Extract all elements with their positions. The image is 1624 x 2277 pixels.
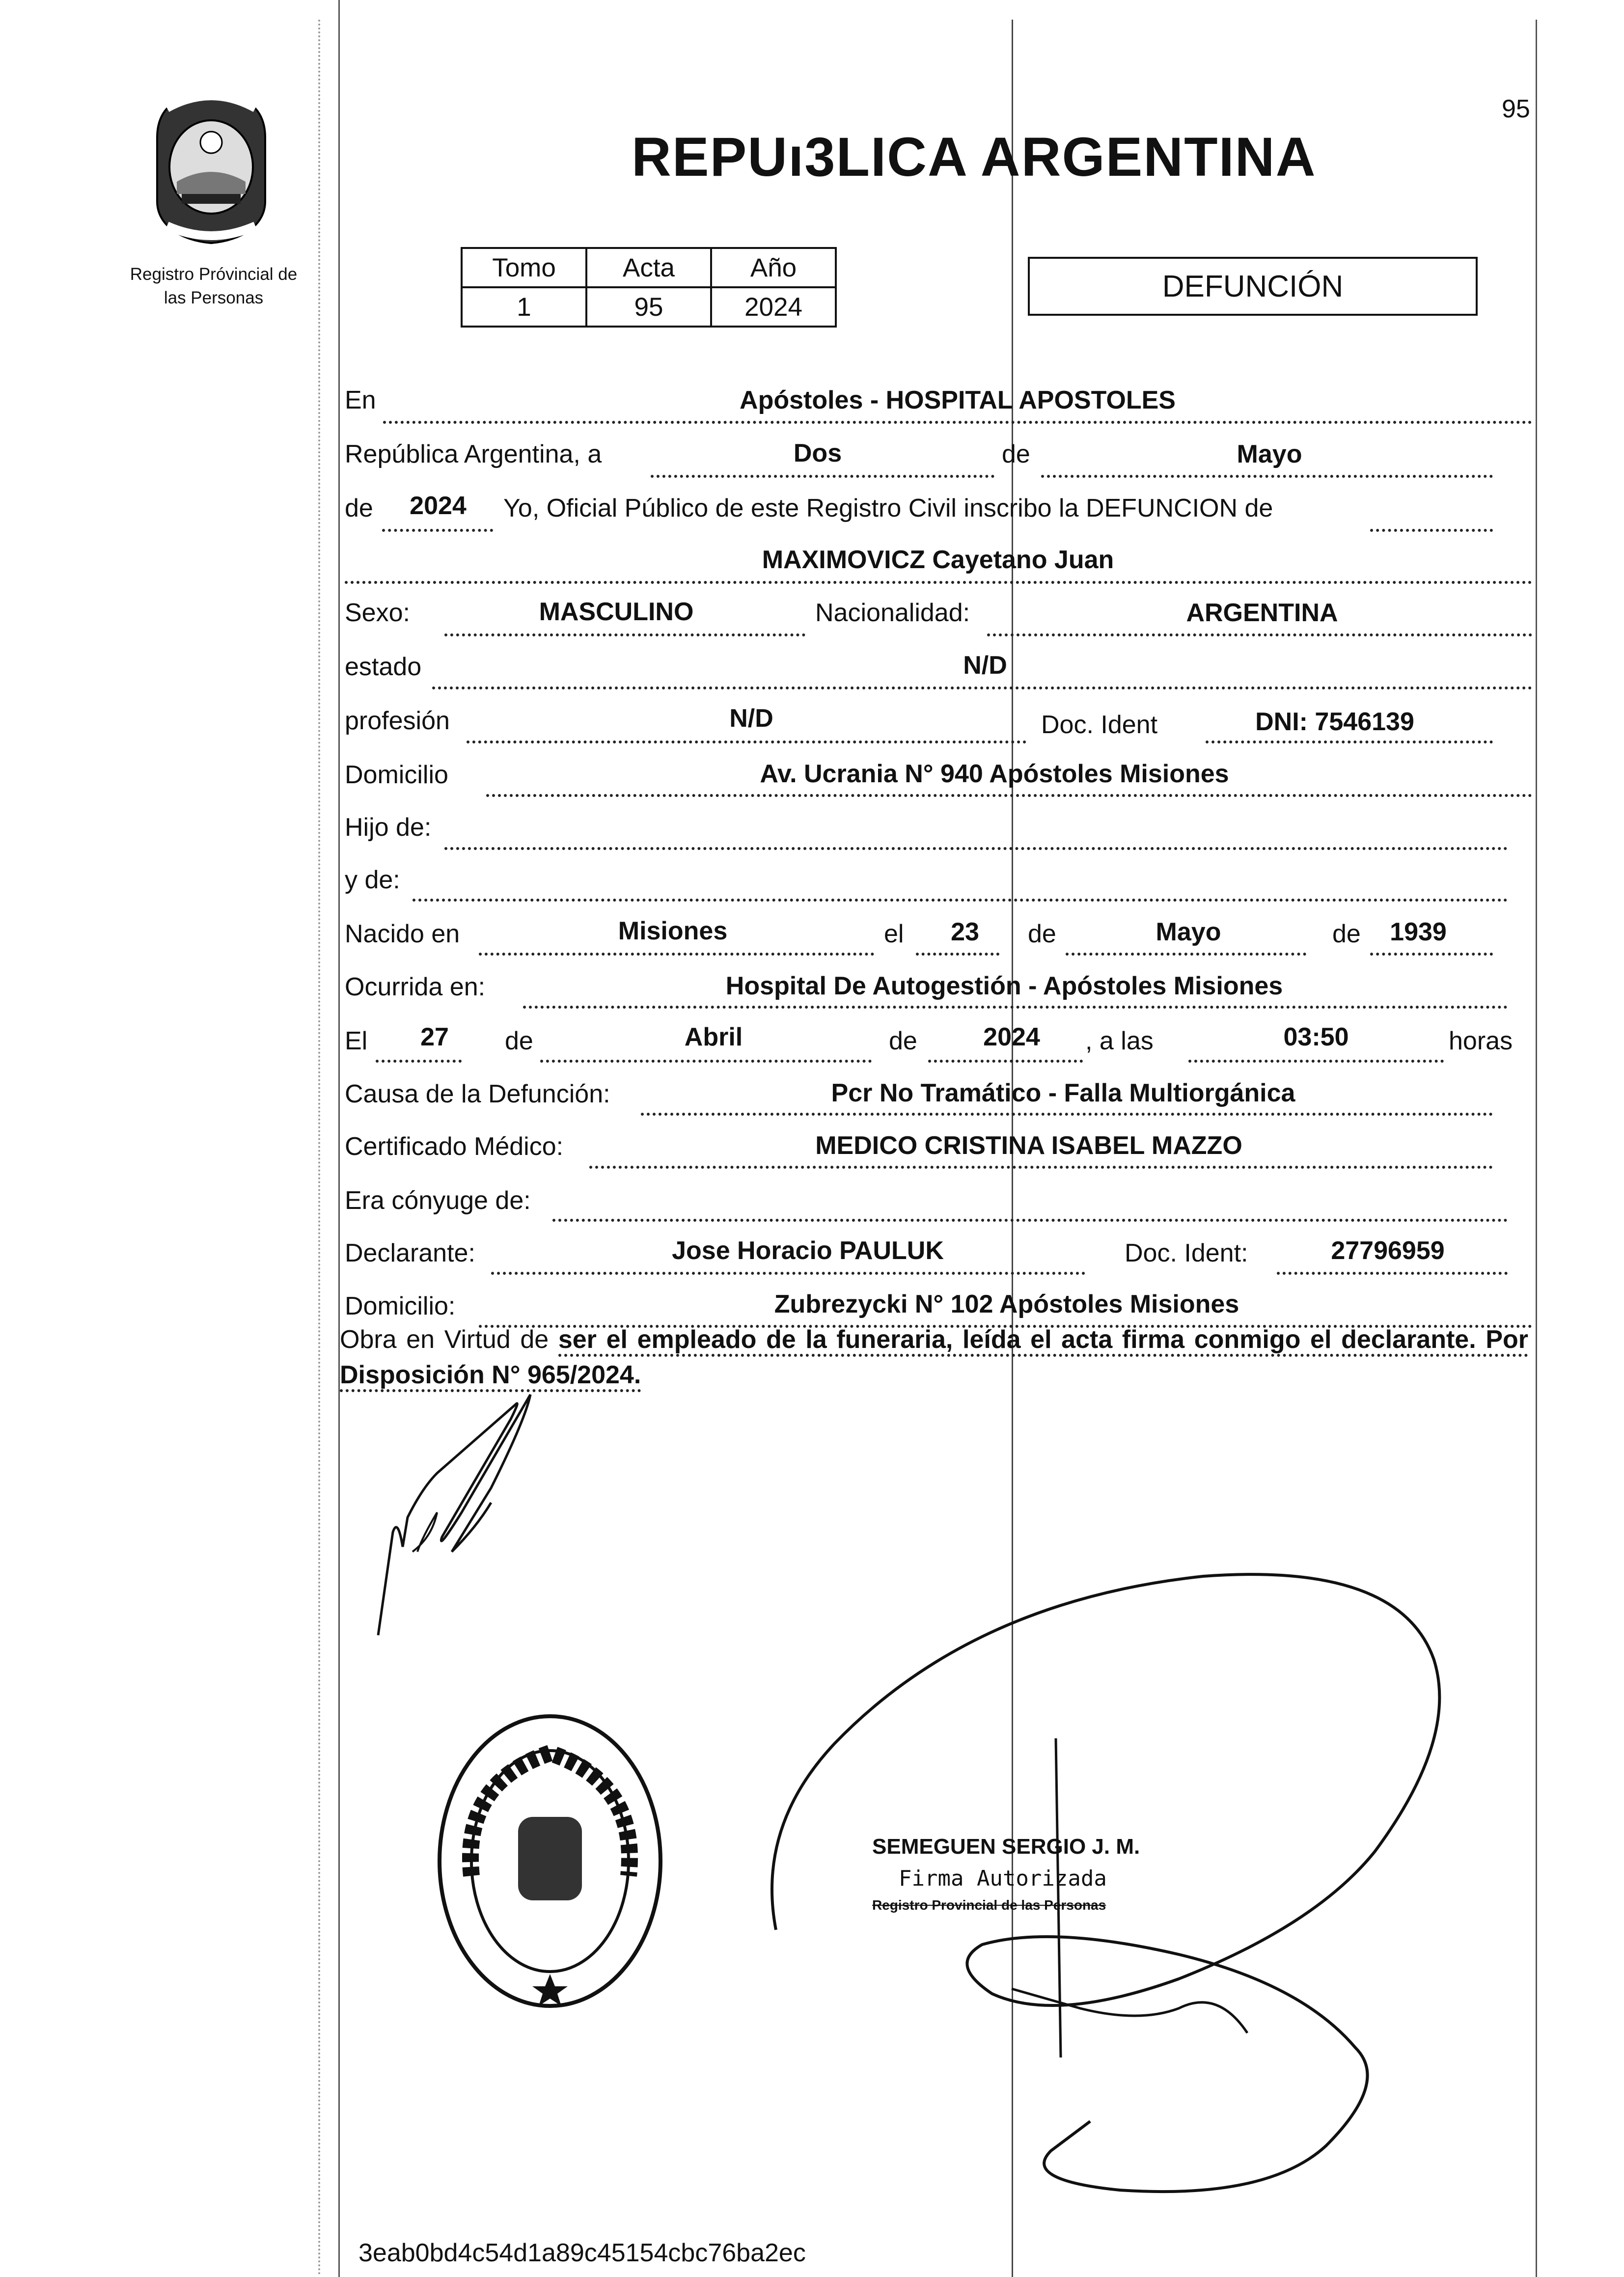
dotted-line bbox=[651, 475, 994, 478]
label-certificado: Certificado Médico: bbox=[345, 1132, 564, 1161]
label-doc-ident-2: Doc. Ident: bbox=[1125, 1239, 1248, 1267]
value-doc-ident-2: 27796959 bbox=[1331, 1236, 1445, 1265]
document-type-box: DEFUNCIÓN bbox=[1028, 257, 1478, 316]
dotted-line bbox=[1277, 1272, 1508, 1275]
value-estado: N/D bbox=[963, 651, 1007, 680]
table-header-acta: Acta bbox=[586, 248, 711, 287]
dotted-line bbox=[987, 633, 1532, 636]
dotted-line bbox=[641, 1113, 1493, 1116]
dotted-line bbox=[432, 686, 1532, 689]
value-doc-ident: DNI: 7546139 bbox=[1255, 708, 1414, 736]
dotted-line bbox=[479, 953, 874, 956]
dotted-line bbox=[413, 899, 1508, 902]
value-nac-mes: Mayo bbox=[1156, 918, 1221, 946]
label-doc-ident: Doc. Ident bbox=[1041, 711, 1158, 739]
page-number: 95 bbox=[1502, 95, 1530, 123]
value-def-mes: Abril bbox=[684, 1023, 743, 1051]
value-nac-anio: 1939 bbox=[1390, 918, 1447, 946]
dotted-line bbox=[491, 1272, 1085, 1275]
value-domicilio: Av. Ucrania N° 940 Apóstoles Misiones bbox=[760, 760, 1229, 788]
official-seal bbox=[432, 1709, 668, 2013]
label-oficial: Yo, Oficial Público de este Registro Civil inscribo la DEFUNCION de bbox=[503, 494, 1273, 522]
label-de-3: de bbox=[1332, 920, 1361, 948]
value-nacido: Misiones bbox=[618, 917, 728, 945]
label-declarante: Declarante: bbox=[345, 1239, 475, 1267]
dotted-line bbox=[552, 1219, 1508, 1222]
dotted-line bbox=[444, 633, 805, 636]
value-def-dia: 27 bbox=[420, 1023, 449, 1051]
table-value-tomo: 1 bbox=[462, 287, 586, 327]
label-obra: Obra en Virtud de bbox=[340, 1325, 549, 1354]
value-hora: 03:50 bbox=[1283, 1023, 1349, 1051]
dotted-line bbox=[1206, 741, 1493, 743]
margin-dotted-line bbox=[318, 20, 320, 2277]
label-y-de: y de: bbox=[345, 866, 400, 894]
dotted-line bbox=[1041, 475, 1493, 478]
logo-caption-line2: las Personas bbox=[164, 288, 264, 307]
value-mes: Mayo bbox=[1237, 440, 1302, 468]
label-domicilio: Domicilio bbox=[345, 761, 448, 789]
label-de-anio: de bbox=[345, 494, 373, 522]
dotted-line bbox=[1188, 1060, 1444, 1063]
declarant-signature bbox=[363, 1390, 560, 1645]
dotted-line bbox=[1370, 529, 1493, 532]
label-hijo: Hijo de: bbox=[345, 813, 432, 842]
label-domicilio-2: Domicilio: bbox=[345, 1292, 456, 1320]
label-a-las: , a las bbox=[1085, 1027, 1154, 1055]
official-role: Firma Autorizada bbox=[899, 1866, 1107, 1891]
value-nacionalidad: ARGENTINA bbox=[1186, 599, 1338, 627]
value-def-anio: 2024 bbox=[983, 1023, 1040, 1051]
table-value-acta: 95 bbox=[586, 287, 711, 327]
document-title: REPUı3LICA ARGENTINA bbox=[632, 126, 1317, 188]
official-signature bbox=[737, 1512, 1542, 2210]
dotted-line bbox=[382, 529, 493, 532]
label-de-5: de bbox=[889, 1027, 917, 1055]
dotted-line bbox=[383, 421, 1532, 424]
dotted-line bbox=[376, 1060, 462, 1063]
label-profesion: profesión bbox=[345, 707, 450, 735]
value-domicilio-2: Zubrezycki N° 102 Apóstoles Misiones bbox=[774, 1290, 1239, 1318]
label-en: En bbox=[345, 386, 376, 414]
label-de-2: de bbox=[1028, 920, 1056, 948]
table-header-tomo: Tomo bbox=[462, 248, 586, 287]
dotted-line bbox=[345, 581, 1532, 584]
dotted-line bbox=[1066, 953, 1306, 956]
dotted-line bbox=[1370, 953, 1493, 956]
value-declarante: Jose Horacio PAULUK bbox=[672, 1236, 944, 1265]
label-de: de bbox=[1002, 440, 1030, 468]
label-conyuge: Era cónyuge de: bbox=[345, 1186, 531, 1215]
value-dia: Dos bbox=[793, 439, 842, 467]
label-causa: Causa de la Defunción: bbox=[345, 1080, 610, 1108]
label-de-4: de bbox=[505, 1027, 533, 1055]
logo-caption bbox=[110, 263, 317, 310]
label-el: el bbox=[884, 920, 904, 948]
table-header-anio: Año bbox=[711, 248, 836, 287]
dotted-line bbox=[486, 794, 1532, 797]
value-nombre: MAXIMOVICZ Cayetano Juan bbox=[762, 546, 1114, 574]
dotted-line bbox=[523, 1006, 1508, 1009]
label-el-2: El bbox=[345, 1027, 368, 1055]
province-shield-logo bbox=[147, 88, 275, 246]
label-ocurrida: Ocurrida en: bbox=[345, 973, 486, 1001]
registry-table bbox=[461, 247, 837, 328]
label-nacido: Nacido en bbox=[345, 920, 460, 948]
value-nac-dia: 23 bbox=[951, 918, 979, 946]
dotted-line bbox=[540, 1060, 872, 1063]
margin-scan-line bbox=[338, 0, 340, 2277]
dotted-line bbox=[916, 953, 999, 956]
document-hash: 3eab0bd4c54d1a89c45154cbc76ba2ec bbox=[358, 2239, 806, 2267]
value-anio: 2024 bbox=[410, 492, 467, 520]
value-ocurrida: Hospital De Autogestión - Apóstoles Misiones bbox=[725, 972, 1283, 1000]
value-certificado: MEDICO CRISTINA ISABEL MAZZO bbox=[815, 1131, 1242, 1160]
official-org: Registro Provincial de las Personas bbox=[872, 1897, 1106, 1913]
dotted-line bbox=[589, 1166, 1493, 1169]
label-nacionalidad: Nacionalidad: bbox=[815, 599, 970, 627]
official-name: SEMEGUEN SERGIO J. M. bbox=[872, 1835, 1140, 1859]
dotted-line bbox=[444, 847, 1508, 850]
label-republica: República Argentina, a bbox=[345, 440, 602, 468]
value-obra: ser el empleado de la funeraria, leída el acta firma conmigo el declarante. Por Disposición N° 965/2024. bbox=[340, 1325, 1528, 1392]
obra-paragraph bbox=[340, 1322, 1528, 1393]
value-en: Apóstoles - HOSPITAL APOSTOLES bbox=[740, 386, 1176, 414]
label-sexo: Sexo: bbox=[345, 599, 410, 627]
value-profesion: N/D bbox=[729, 704, 773, 733]
value-sexo: MASCULINO bbox=[539, 598, 694, 626]
logo-caption-line1: Registro Próvincial de bbox=[130, 265, 298, 284]
dotted-line bbox=[928, 1060, 1083, 1063]
label-estado: estado bbox=[345, 653, 422, 681]
label-horas: horas bbox=[1449, 1027, 1513, 1055]
table-value-anio: 2024 bbox=[711, 287, 836, 327]
dotted-line bbox=[467, 741, 1026, 743]
value-causa: Pcr No Tramático - Falla Multiorgánica bbox=[831, 1079, 1295, 1107]
